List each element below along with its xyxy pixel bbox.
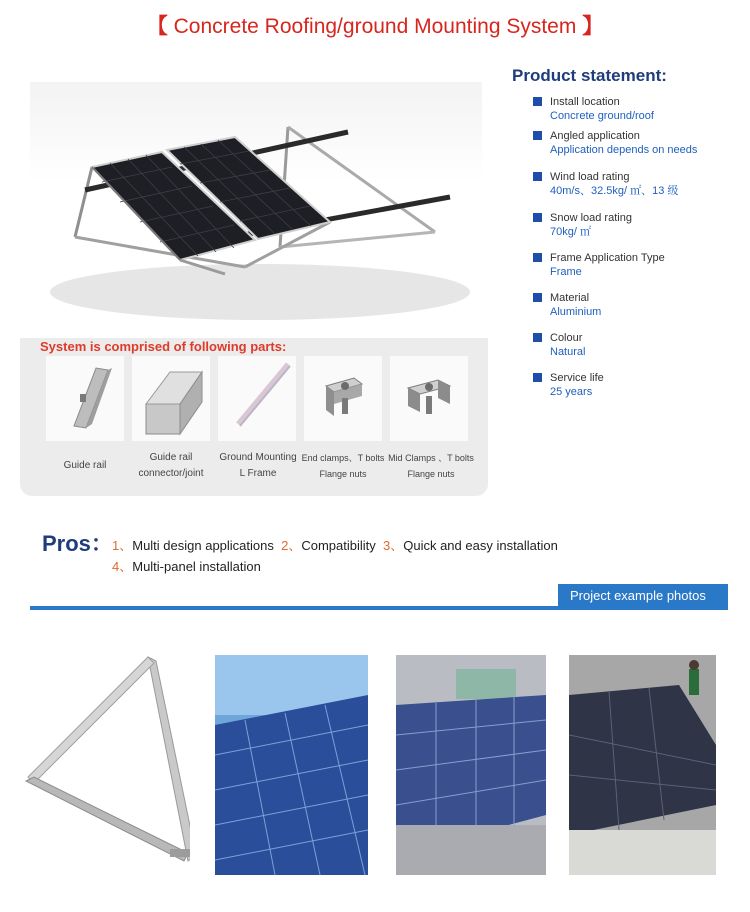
part-caption-mid-clamp — [386, 450, 476, 482]
bullet-square-icon — [533, 213, 542, 222]
spec-colour — [533, 331, 743, 359]
photo-rooftop-array-1 — [215, 655, 368, 875]
spec-value: Application depends on needs — [550, 144, 698, 156]
pros-text: Compatibility — [301, 538, 376, 553]
spec-value: 25 years — [550, 386, 593, 398]
bullet-square-icon — [533, 97, 542, 106]
part-caption-rail-connector — [126, 450, 216, 482]
photo-rooftop-array-2 — [396, 655, 546, 875]
rooftop-solar-photo — [215, 655, 368, 875]
aluminium-triangle-frame-image — [20, 655, 190, 875]
part-caption-l-frame — [212, 450, 304, 482]
caption-line-1: Ground Mounting — [219, 452, 297, 463]
installation-photo — [569, 655, 716, 875]
part-image-guide-rail — [46, 356, 124, 441]
spec-label: Material — [550, 292, 590, 304]
caption-line-1: Mid Clamps 、T bolts — [388, 453, 474, 463]
title-text: Concrete Roofing/ground Mounting System — [167, 15, 583, 38]
spec-value: 70kg/ ㎡ — [550, 226, 591, 238]
spec-label: Angled application — [550, 130, 640, 142]
flat-roof-solar-photo — [396, 655, 546, 875]
pros-text: Multi-panel installation — [132, 559, 261, 574]
caption-line-1: Guide rail — [149, 452, 193, 463]
pros-text: Multi design applications — [132, 538, 274, 553]
solar-mount-illustration — [30, 82, 482, 332]
title-bracket-open: 【 — [146, 15, 168, 38]
part-image-end-clamp — [304, 356, 382, 441]
pros-heading: Pros： — [42, 531, 113, 556]
bullet-square-icon — [533, 333, 542, 342]
bullet-square-icon — [533, 373, 542, 382]
l-frame-icon — [218, 356, 296, 441]
spec-value: Natural — [550, 346, 586, 358]
caption-line-1: Guide rail — [63, 460, 107, 471]
spec-label: Install location — [550, 96, 620, 108]
part-image-l-frame — [218, 356, 296, 441]
pros-number: 2、 — [281, 538, 302, 553]
part-caption-end-clamp — [298, 450, 388, 482]
pros-number: 4、 — [112, 559, 133, 574]
photo-triangle-frame — [20, 655, 190, 875]
part-image-mid-clamp — [390, 356, 468, 441]
title-bracket-close: 】 — [582, 15, 604, 38]
spec-label: Snow load rating — [550, 212, 632, 224]
pros-number: 3、 — [383, 538, 404, 553]
spec-snow-load — [533, 211, 743, 239]
part-image-rail-connector — [132, 356, 210, 441]
product-statement-heading: Product statement: — [512, 66, 667, 85]
caption-line-2: L Frame — [239, 468, 277, 479]
guide-rail-icon — [46, 356, 124, 441]
spec-label: Service life — [550, 372, 604, 384]
mid-clamp-icon — [390, 356, 468, 441]
bullet-square-icon — [533, 131, 542, 140]
spec-value: Frame — [550, 266, 582, 278]
caption-line-1: End clamps、T bolts — [301, 453, 385, 463]
rail-connector-icon — [132, 356, 210, 441]
caption-line-2: connector/joint — [138, 468, 204, 479]
end-clamp-icon — [304, 356, 382, 441]
pros-number: 1、 — [112, 538, 133, 553]
bullet-square-icon — [533, 253, 542, 262]
part-caption-guide-rail — [46, 458, 124, 474]
photo-installation-crew — [569, 655, 716, 875]
caption-line-2: Flange nuts — [407, 469, 455, 479]
bullet-square-icon — [533, 172, 542, 181]
spec-value: Concrete ground/roof — [550, 110, 654, 122]
spec-angled-application — [533, 129, 743, 157]
spec-label: Colour — [550, 332, 583, 344]
pros-line-1 — [112, 535, 558, 554]
bullet-square-icon — [533, 293, 542, 302]
spec-frame-type — [533, 251, 743, 279]
pros-line-2 — [112, 556, 261, 575]
spec-service-life — [533, 371, 743, 399]
caption-line-2: Flange nuts — [319, 469, 367, 479]
pros-text: Quick and easy installation — [403, 538, 558, 553]
hero-rendering — [30, 82, 482, 332]
spec-install-location — [533, 95, 743, 123]
spec-value: Aluminium — [550, 306, 602, 318]
spec-material — [533, 291, 743, 319]
spec-label: Wind load rating — [550, 171, 630, 183]
banner-label: Project example photos — [570, 588, 706, 603]
parts-heading: System is comprised of following parts: — [40, 339, 287, 354]
spec-label: Frame Application Type — [550, 252, 665, 264]
spec-wind-load — [533, 170, 743, 198]
spec-value: 40m/s、32.5kg/ ㎡、13 级 — [550, 185, 679, 197]
page-title — [0, 10, 750, 40]
